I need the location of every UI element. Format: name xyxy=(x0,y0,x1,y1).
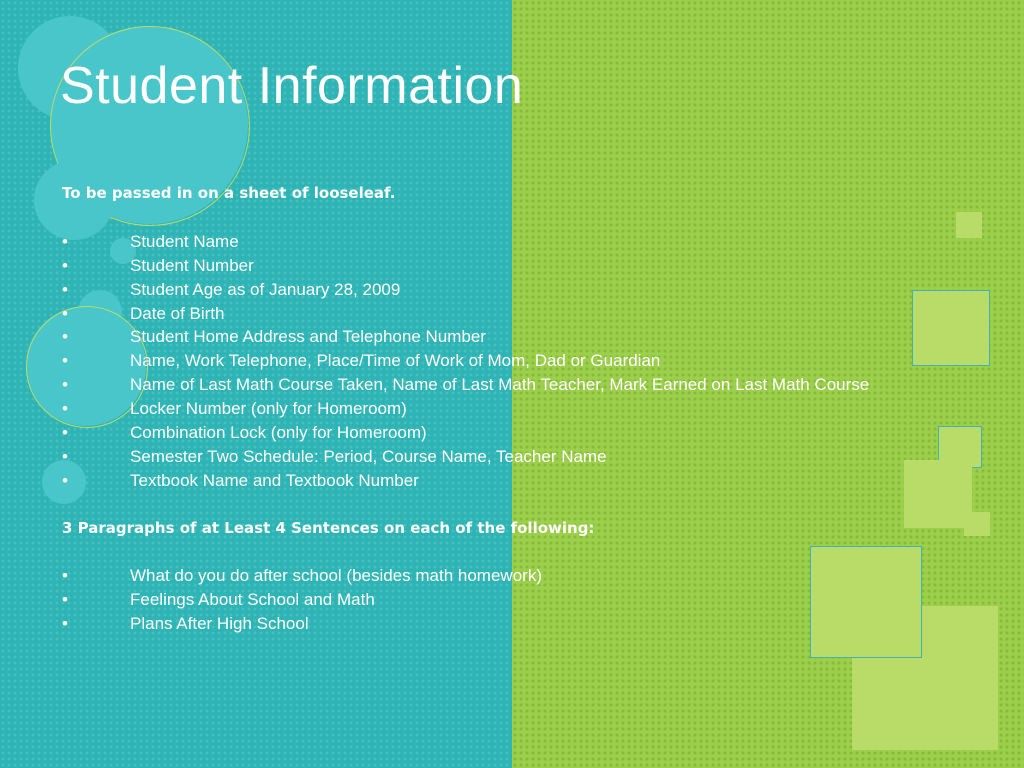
list-item xyxy=(62,445,1002,469)
slide-title: Student Information xyxy=(60,57,524,115)
bullet-icon: • xyxy=(62,566,68,586)
list-item-text: Student Number xyxy=(130,255,254,275)
list-item-text: Semester Two Schedule: Period, Course Name, Teacher Name xyxy=(130,446,607,466)
spacer xyxy=(62,493,1002,517)
list-item-text: Textbook Name and Textbook Number xyxy=(130,470,419,490)
list-item-text: Student Age as of January 28, 2009 xyxy=(130,279,401,299)
list-item xyxy=(62,421,1002,445)
paragraphs-heading: 3 Paragraphs of at Least 4 Sentences on each of the following: xyxy=(62,518,595,537)
spacer xyxy=(62,206,1002,230)
list-item xyxy=(62,278,1002,302)
bullet-icon: • xyxy=(62,351,68,371)
bullet-icon: • xyxy=(62,327,68,347)
bullet-icon: • xyxy=(62,375,68,395)
bullet-icon: • xyxy=(62,614,68,634)
bullet-icon: • xyxy=(62,255,68,275)
bullet-icon: • xyxy=(62,231,68,251)
list-item-text: Student Name xyxy=(130,231,239,251)
list-item xyxy=(62,397,1002,421)
list-item-text: Feelings About School and Math xyxy=(130,590,375,610)
list-item xyxy=(62,349,1002,373)
list-item xyxy=(62,230,1002,254)
list-item-text: Student Home Address and Telephone Number xyxy=(130,327,486,347)
spacer xyxy=(62,541,1002,565)
list-item xyxy=(62,612,1002,636)
paragraph-topics-list xyxy=(62,564,1002,636)
list-item xyxy=(62,254,1002,278)
list-item xyxy=(62,373,1002,397)
list-item-text: Locker Number (only for Homeroom) xyxy=(130,399,407,419)
bullet-icon: • xyxy=(62,303,68,323)
list-item-text: Plans After High School xyxy=(130,614,309,634)
bullet-icon: • xyxy=(62,279,68,299)
list-item xyxy=(62,325,1002,349)
list-item xyxy=(62,302,1002,326)
list-item-text: Combination Lock (only for Homeroom) xyxy=(130,423,427,443)
info-list xyxy=(62,230,1002,493)
list-item-text: What do you do after school (besides math homework) xyxy=(130,566,542,586)
list-item xyxy=(62,469,1002,493)
bullet-icon: • xyxy=(62,446,68,466)
list-item xyxy=(62,564,1002,588)
bullet-icon: • xyxy=(62,470,68,490)
list-item-text: Date of Birth xyxy=(130,303,225,323)
list-item xyxy=(62,588,1002,612)
intro-text: To be passed in on a sheet of looseleaf. xyxy=(62,184,396,202)
bullet-icon: • xyxy=(62,399,68,419)
list-item-text: Name, Work Telephone, Place/Time of Work of Mom, Dad or Guardian xyxy=(130,351,661,371)
bullet-icon: • xyxy=(62,423,68,443)
slide-body xyxy=(62,182,1002,636)
list-item-text: Name of Last Math Course Taken, Name of Last Math Teacher, Mark Earned on Last Math Course xyxy=(130,375,870,395)
bullet-icon: • xyxy=(62,590,68,610)
